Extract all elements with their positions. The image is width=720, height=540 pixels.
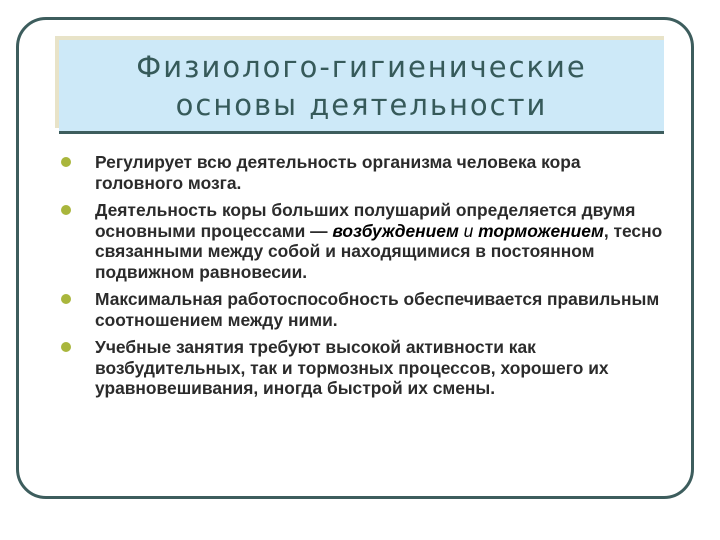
slide-title <box>136 48 587 124</box>
bullet-dot-icon <box>61 205 71 215</box>
bullet-text-before: Деятельность коры больших полушарий определяется двумя основными процессами — <box>95 200 636 241</box>
bullet-list <box>58 152 668 406</box>
title-line-1: Физиолого-гигиенические <box>136 49 587 84</box>
bullet-text: Учебные занятия требуют высокой активности как возбудительных, так и тормозных процессов, хорошего их уравновешивания, иногда быстрой их смены. <box>95 337 609 398</box>
bullet-dot-icon <box>61 342 71 352</box>
bullet-text: Регулирует всю деятельность организма человека кора головного мозга. <box>95 152 581 193</box>
title-line-2: основы деятельности <box>175 87 548 122</box>
bullet-item <box>58 289 668 330</box>
title-box <box>59 40 664 134</box>
bullet-text-after: , тесно связанными между собой и находящимися в постоянном подвижном равновесии. <box>95 220 663 282</box>
bullet-item <box>58 200 668 282</box>
bullet-text: Максимальная работоспособность обеспечивается правильным соотношением между ними. <box>95 289 660 330</box>
bullet-item <box>58 337 668 399</box>
bullet-emphasis-excitation: возбуждением <box>332 220 459 241</box>
bullet-item <box>58 152 668 193</box>
bullet-conjunction: и <box>458 220 479 241</box>
bullet-emphasis-inhibition: торможением <box>478 220 604 241</box>
bullet-dot-icon <box>61 294 71 304</box>
bullet-dot-icon <box>61 157 71 167</box>
